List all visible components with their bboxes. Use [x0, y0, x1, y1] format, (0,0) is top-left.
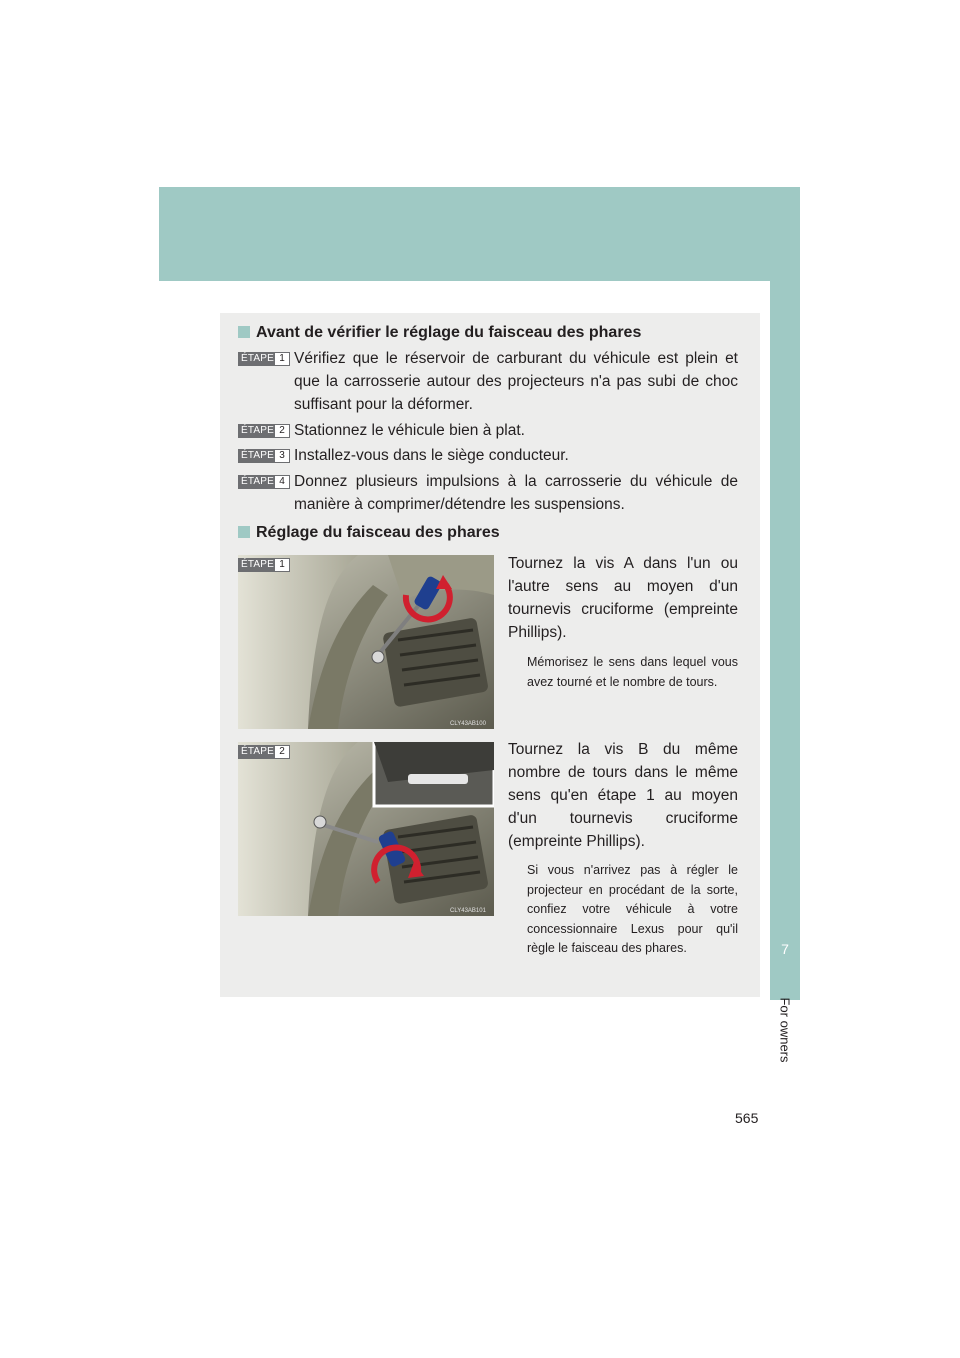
step-badge: ÉTAPE 1	[238, 352, 290, 366]
step-badge: ÉTAPE 2	[238, 424, 290, 438]
step-badge: ÉTAPE 3	[238, 449, 290, 463]
engine-bay-illustration	[238, 555, 494, 729]
image-code-label: CLY43AB101	[450, 908, 486, 914]
header-band	[159, 187, 800, 281]
square-bullet-icon	[238, 326, 250, 338]
step-badge: ÉTAPE 1	[238, 558, 290, 572]
step-note: Mémorisez le sens dans lequel vous avez tourné et le nombre de tours.	[527, 655, 738, 689]
step-text: Installez-vous dans le siège conducteur.	[294, 447, 569, 464]
step-text: Tournez la vis A dans l'un ou l'autre sens au moyen d'un tournevis cruciforme (empreinte Phillips).	[508, 555, 738, 641]
engine-bay-illustration	[238, 742, 494, 916]
step-badge: ÉTAPE 2	[238, 745, 290, 759]
step-badge: ÉTAPE 4	[238, 475, 290, 489]
section-heading-adjustment: Réglage du faisceau des phares	[238, 524, 500, 542]
chapter-tab	[770, 281, 800, 1000]
section-heading-before-check: Avant de vérifier le réglage du faisceau des phares	[238, 324, 641, 342]
chapter-number: 7	[781, 941, 789, 957]
step-text: Tournez la vis B du même nombre de tours dans le même sens qu'en étape 1 au moyen d'un tournevis cruciforme (empreinte Phillips).	[508, 741, 738, 850]
headlight-photo-screw-a	[238, 555, 494, 729]
step-text: Donnez plusieurs impulsions à la carrosserie du véhicule de manière à comprimer/détendre les suspensions.	[294, 473, 738, 513]
image-code-label: CLY43AB100	[450, 721, 486, 727]
square-bullet-icon	[238, 526, 250, 538]
page-number: 565	[735, 1110, 759, 1126]
step-note: Si vous n'arrivez pas à régler le projecteur en procédant de la sorte, confiez votre véhicule à votre concessionnaire Lexus pour qu'il règle le faisceau des phares.	[527, 863, 738, 955]
step-text: Vérifiez que le réservoir de carburant du véhicule est plein et que la carrosserie autour des projecteurs n'a pas subi de choc suffisant pour la déformer.	[294, 350, 738, 413]
step-text: Stationnez le véhicule bien à plat.	[294, 422, 525, 439]
headlight-photo-screw-b	[238, 742, 494, 916]
chapter-label: For owners	[777, 997, 793, 1063]
